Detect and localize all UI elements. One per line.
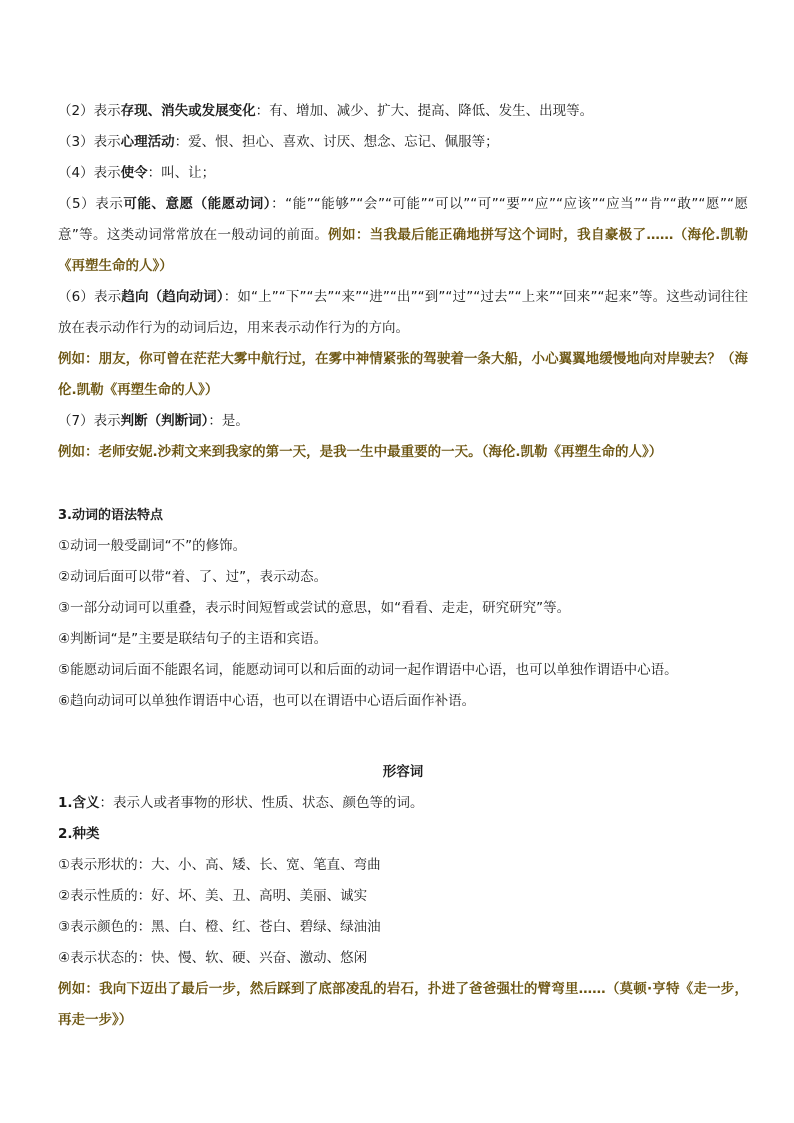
term-bold: 使令	[120, 165, 148, 181]
example-text: 例如：老师安妮.沙莉文来到我家的第一天，是我一生中最重要的一天。（海伦.凯勒《再塑生命的人》）	[58, 444, 663, 460]
verb-type-7: （7）表示判断（判断词）：是。	[58, 413, 249, 429]
grammar-heading: 3.动词的语法特点	[58, 508, 163, 523]
term-bold: 可能、意愿（能愿动词）	[123, 196, 272, 212]
term-bold: 判断（判断词）	[120, 413, 209, 429]
adj-meaning: 1.含义：表示人或者事物的形状、性质、状态、颜色等的词。	[58, 795, 424, 811]
document-page	[58, 96, 748, 1036]
list-item: ②动词后面可以带“着、了、过”，表示动态。	[58, 569, 328, 585]
list-item: ⑥趋向动词可以单独作谓语中心语，也可以在谓语中心语后面作补语。	[58, 693, 476, 709]
verb-type-5: （5）表示可能、意愿（能愿动词）：“能”“能够”“会”“可能”“可以”“可”“要”“应”“应该”“应当”“肯”“敢”“愿”“愿意”等。这类动词常常放在一般动词的前面。例如：当我最后能正确地拼写这个词时，我自豪极了……（海伦.凯勒《再塑生命的人》）	[58, 196, 749, 274]
list-item: ①表示形状的：大、小、高、矮、长、宽、笔直、弯曲	[58, 857, 381, 873]
list-item: ①动词一般受副词“不”的修饰。	[58, 538, 247, 554]
verb-type-6: （6）表示趋向（趋向动词）：如“上”“下”“去”“来”“进”“出”“到”“过”“过去”“上来”“回来”“起来”等。这些动词往往放在表示动作行为的动词后边，用来表示动作行为的方向。	[58, 289, 749, 336]
list-item: ④表示状态的：快、慢、软、硬、兴奋、激动、悠闲	[58, 950, 368, 966]
list-item: ③一部分动词可以重叠，表示时间短暂或尝试的意思，如“看看、走走，研究研究”等。	[58, 600, 571, 616]
example-text: 例如：朋友，你可曾在茫茫大雾中航行过，在雾中神情紧张的驾驶着一条大船，小心翼翼地缓慢地向对岸驶去？（海伦.凯勒《再塑生命的人》）	[58, 351, 748, 398]
verb-type-2: （2）表示存现、消失或发展变化：有、增加、减少、扩大、提高、降低、发生、出现等。	[58, 103, 594, 119]
list-item: ⑤能愿动词后面不能跟名词，能愿动词可以和后面的动词一起作谓语中心语，也可以单独作谓语中心语。	[58, 662, 678, 678]
section-title: 形容词	[382, 764, 424, 780]
example-text: 例如：当我最后能正确地拼写这个词时，我自豪极了……（海伦.凯勒《再塑生命的人》）	[58, 227, 748, 274]
term-bold: 存现、消失或发展变化	[120, 103, 256, 119]
adj-kinds-heading: 2.种类	[58, 826, 100, 842]
verb-type-4: （4）表示使令：叫、让；	[58, 165, 216, 181]
term-bold: 趋向（趋向动词）	[121, 289, 224, 305]
verb-type-3: （3）表示心理活动：爱、恨、担心、喜欢、讨厌、想念、忘记、佩服等；	[58, 134, 499, 150]
term-bold: 心理活动	[120, 134, 175, 150]
list-item: ③表示颜色的：黑、白、橙、红、苍白、碧绿、绿油油	[58, 919, 381, 935]
example-text: 例如：我向下迈出了最后一步，然后踩到了底部凌乱的岩石，扑进了爸爸强壮的臂弯里……（莫顿·亨特《走一步，再走一步》）	[58, 981, 748, 1028]
list-item: ②表示性质的：好、坏、美、丑、高明、美丽、诚实	[58, 888, 368, 904]
list-item: ④判断词“是”主要是联结句子的主语和宾语。	[58, 631, 328, 647]
